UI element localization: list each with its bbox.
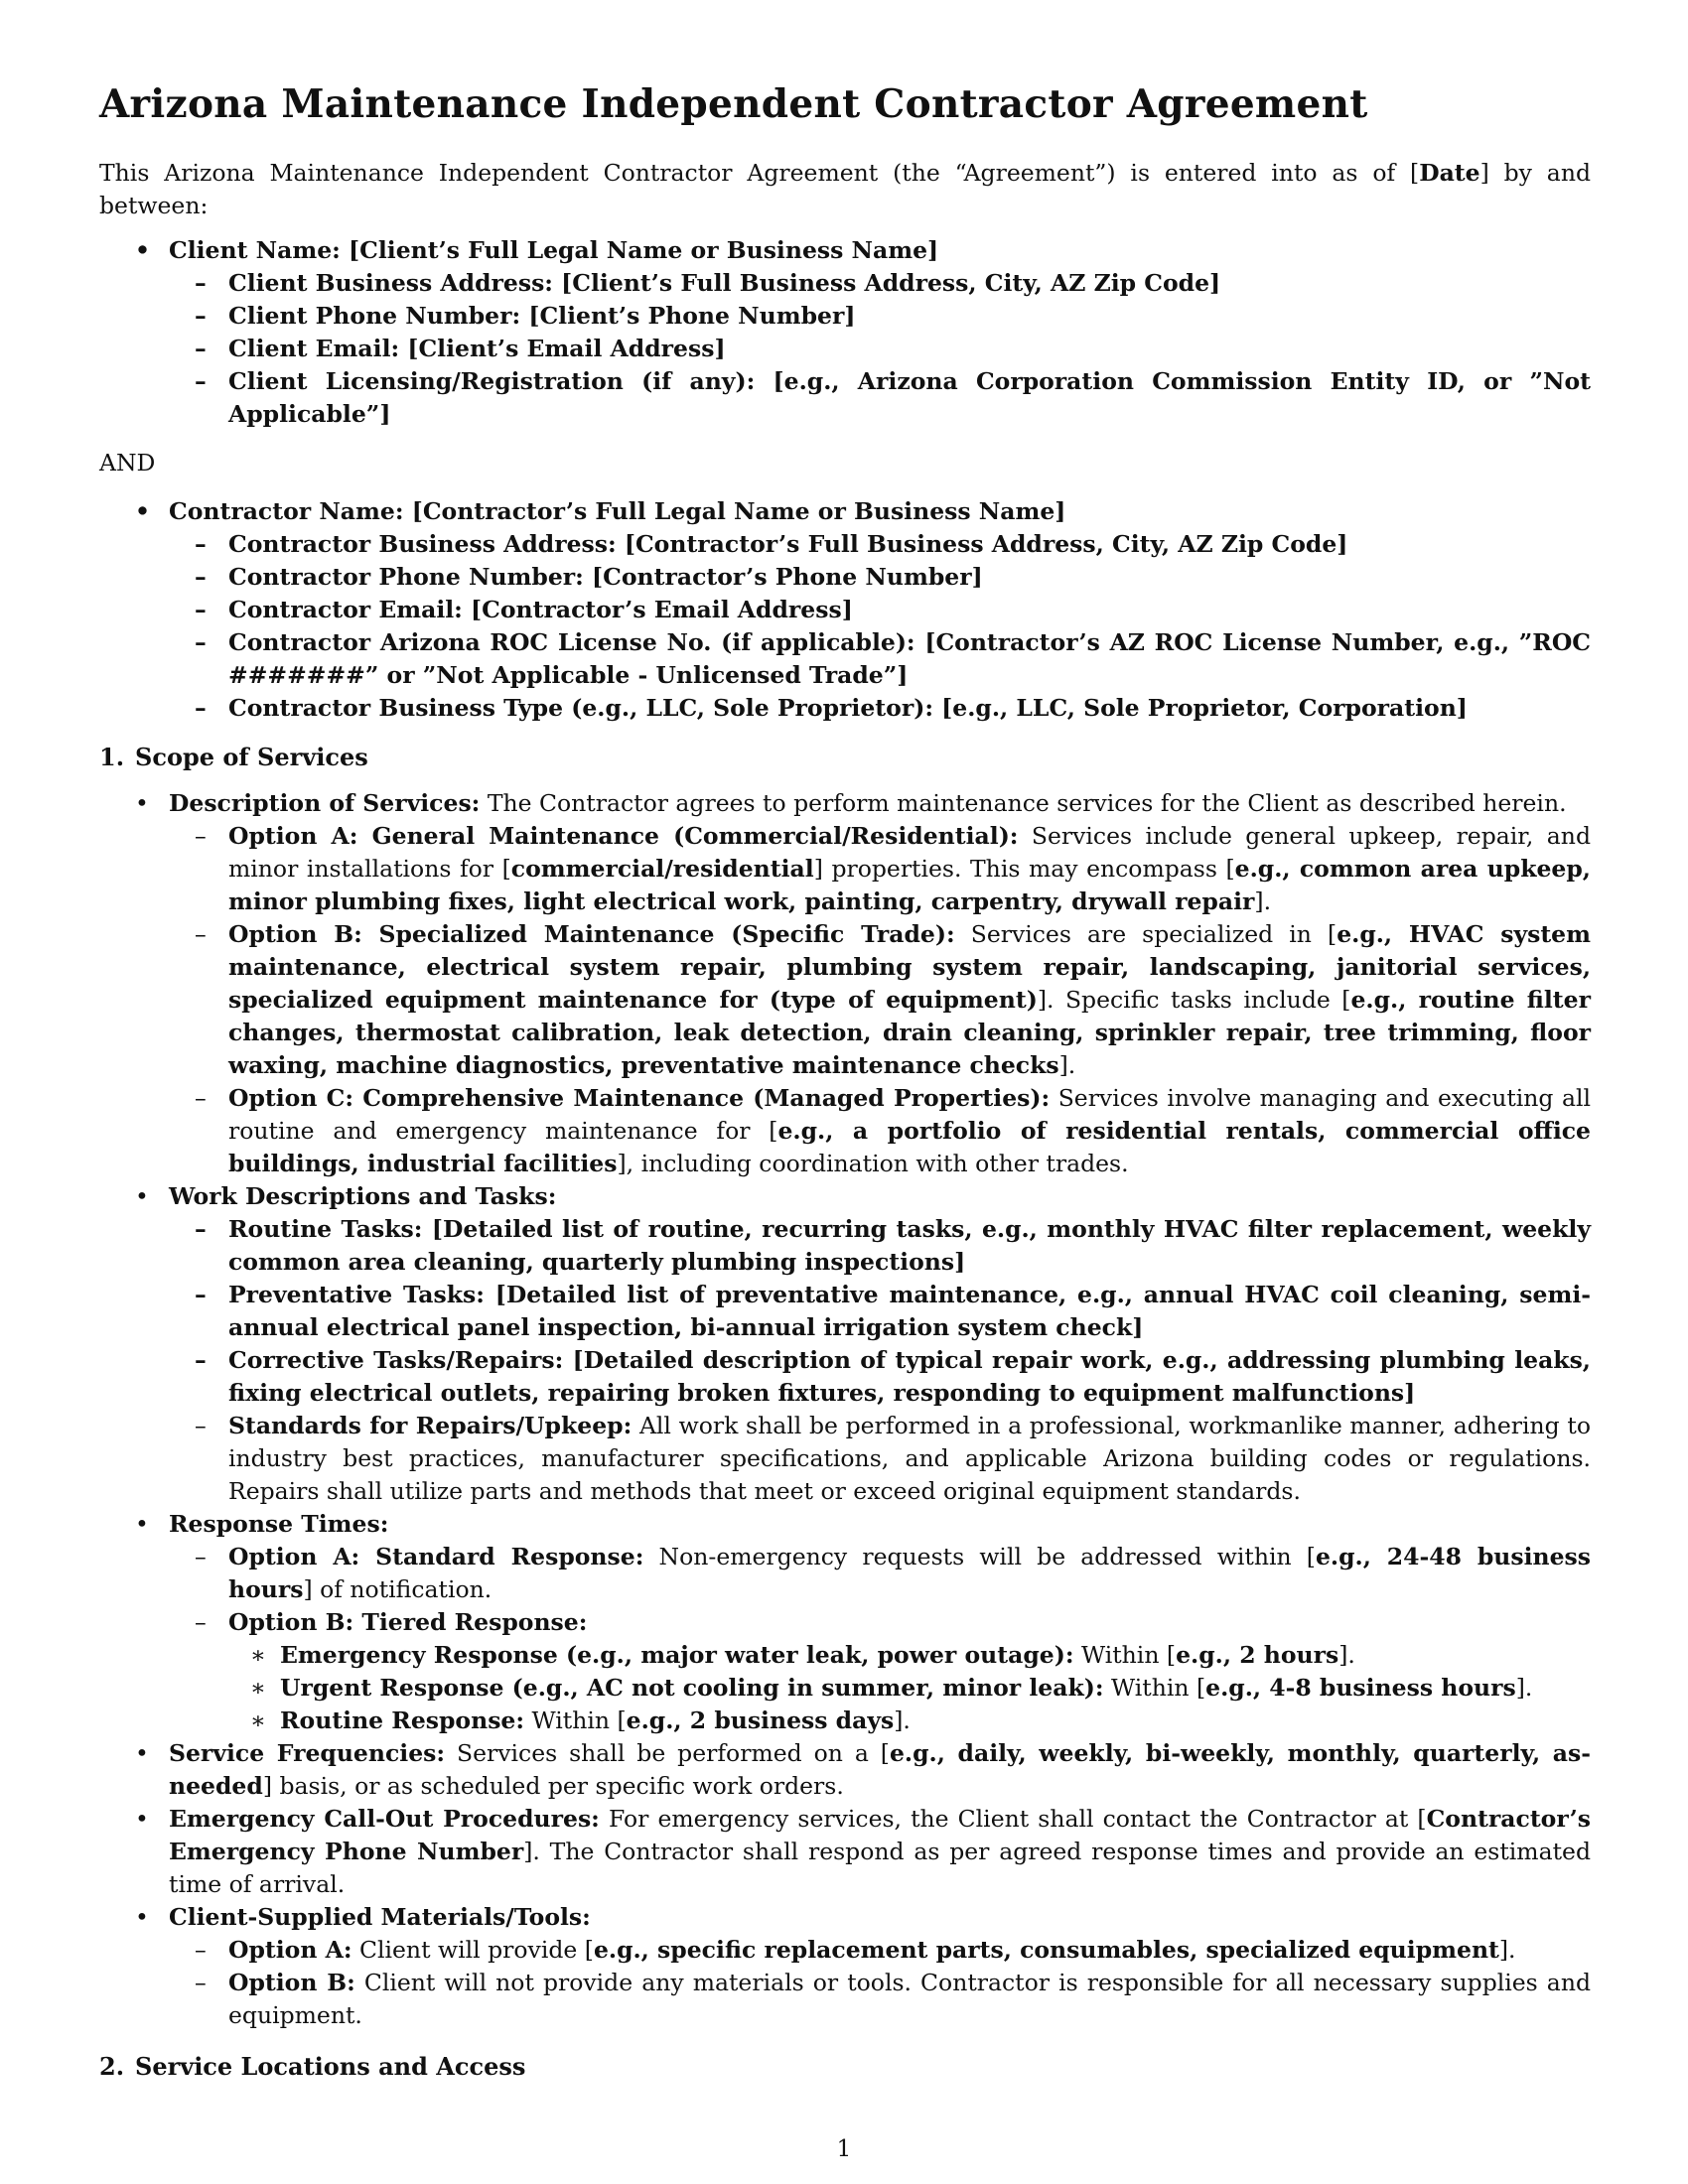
contractor-info-list bbox=[99, 495, 1591, 725]
intro-paragraph: This Arizona Maintenance Independent Contractor Agreement (the “Agreement”) is entered into as of [Date] by and between: bbox=[99, 159, 1591, 219]
client-address-item: – Client Business Address: [Client’s Full Business Address, City, AZ Zip Code] bbox=[169, 267, 1591, 300]
corrective-tasks-item: – Corrective Tasks/Repairs: [Detailed description of typical repair work, e.g., addressing plumbing leaks, fixing electrical outlets, repairing broken fixtures, responding to equipment malfunctions] bbox=[195, 1346, 1591, 1407]
contractor-address-item: – Contractor Business Address: [Contractor’s Full Business Address, City, AZ Zip Code] bbox=[169, 528, 1591, 561]
description-of-services-item: • Description of Services: The Contractor agrees to perform maintenance services for the Client as described herein. – Option A: General Maintenance (Commercial/Residential): Services include general upkeep, repair, and minor installations for [commercial/residential] properties. This may encompass [e.g., common area upkeep, minor plumbing fixes, light electrical work, painting, carpentry, drywall repair]. – Option B: Specialized Maintenance (Specific Trade): Services are specialized in [e.g., HVAC system maintenance, electrical system repair, plumbing system repair, landscaping, janitorial services, specialized equipment maintenance for (type of equipment)]. Specific tasks include [e.g., routine filter changes, thermostat calibration, leak detection, drain cleaning, sprinkler repair, tree trimming, floor waxing, machine diagnostics, preventative maintenance checks]. – Option C: Comprehensive Maintenance (Managed Properties): Services involve managing and executing all routine and emergency maintenance for [e.g., a portfolio of residential rentals, commercial office buildings, industrial facilities], including coordination with other trades. bbox=[99, 787, 1591, 1180]
dash-icon: – bbox=[195, 1936, 207, 1964]
contractor-business-type-item: – Contractor Business Type (e.g., LLC, Sole Proprietor): [e.g., LLC, Sole Proprietor, Corporation] bbox=[169, 692, 1591, 725]
emergency-tier-item: ∗ Emergency Response (e.g., major water leak, power outage): Within [e.g., 2 hours]. bbox=[228, 1639, 1591, 1672]
bullet-icon: • bbox=[135, 236, 151, 264]
preventative-tasks-item: – Preventative Tasks: [Detailed list of preventative maintenance, e.g., annual HVAC coil cleaning, semi-annual electrical panel inspection, bi-annual irrigation system check] bbox=[195, 1281, 1591, 1341]
standards-item: – Standards for Repairs/Upkeep: All work shall be performed in a professional, workmanlike manner, adhering to industry best practices, manufacturer specifications, and applicable Arizona building codes or regulations. Repairs shall utilize parts and methods that meet or exceed original equipment standards. bbox=[195, 1412, 1591, 1505]
dash-icon: – bbox=[195, 1281, 207, 1308]
client-info-list bbox=[99, 234, 1591, 431]
scope-list bbox=[99, 787, 1591, 2032]
dash-icon: – bbox=[195, 1084, 207, 1112]
client-name-item: • Client Name: [Client’s Full Legal Name or Business Name] – Client Business Address: [Client’s Full Business Address, City, AZ Zip Code] – Client Phone Number: [Client’s Phone Number] – Client Email: [Client’s Email Address] – Client Licensing/Registration (if any): [e.g., Arizona Corporation Commission Entity ID, or ”Not Applicable”] bbox=[99, 234, 1591, 431]
emergency-callout-item: • Emergency Call-Out Procedures: For emergency services, the Client shall contact the Contractor at [Contractor’s Emergency Phone Number]. The Contractor shall respond as per agreed response times and provide an estimated time of arrival. bbox=[135, 1805, 1591, 1898]
document-page bbox=[99, 81, 1591, 2097]
option-c-comprehensive-item: – Option C: Comprehensive Maintenance (Managed Properties): Services involve managing and executing all routine and emergency maintenance for [e.g., a portfolio of residential rentals, commercial office buildings, industrial facilities], including coordination with other trades. bbox=[195, 1084, 1592, 1177]
dash-icon: – bbox=[195, 1543, 207, 1570]
asterisk-icon: ∗ bbox=[250, 1706, 266, 1734]
contractor-phone-item: – Contractor Phone Number: [Contractor’s Phone Number] bbox=[169, 561, 1591, 594]
date-placeholder: Date bbox=[1419, 159, 1480, 187]
routine-tier-item: ∗ Routine Response: Within [e.g., 2 business days]. bbox=[228, 1705, 1591, 1737]
bullet-icon: • bbox=[135, 1903, 149, 1931]
bullet-icon: • bbox=[135, 1739, 149, 1767]
materials-option-b-item: – Option B: Client will not provide any materials or tools. Contractor is responsible for all necessary supplies and equipment. bbox=[195, 1969, 1591, 2029]
dash-icon: – bbox=[195, 563, 207, 591]
bullet-icon: • bbox=[135, 789, 149, 817]
bullet-icon: • bbox=[135, 1510, 149, 1538]
tiered-response-item: – Option B: Tiered Response: ∗ Emergency Response (e.g., major water leak, power outage): Within [e.g., 2 hours]. ∗ Urgent Response (e.g., AC not cooling in summer, minor leak): Within [e.g., 4-8 business hours]. ∗ Routine Response: Within [e.g., 2 business days]. bbox=[169, 1606, 1591, 1737]
work-tasks-list bbox=[169, 1213, 1591, 1508]
client-phone-item: – Client Phone Number: [Client’s Phone Number] bbox=[169, 300, 1591, 333]
contractor-roc-license-item: – Contractor Arizona ROC License No. (if applicable): [Contractor’s AZ ROC License Number, e.g., ”ROC #######” or ”Not Applicable - Unlicensed Trade”] bbox=[195, 628, 1591, 689]
dash-icon: – bbox=[195, 822, 207, 850]
dash-icon: – bbox=[195, 596, 207, 623]
client-details-list bbox=[169, 267, 1591, 431]
section-heading-scope: 1. Scope of Services bbox=[99, 743, 368, 771]
asterisk-icon: ∗ bbox=[250, 1674, 266, 1702]
standard-response-item: – Option A: Standard Response: Non-emergency requests will be addressed within [e.g., 24-48 business hours] of notification. bbox=[195, 1543, 1591, 1603]
contractor-email-item: – Contractor Email: [Contractor’s Email Address] bbox=[169, 594, 1591, 626]
dash-icon: – bbox=[195, 1215, 207, 1243]
bullet-icon: • bbox=[135, 497, 151, 525]
response-times-item: • Response Times: – Option A: Standard Response: Non-emergency requests will be addressed within [e.g., 24-48 business hours] of notification. – Option B: Tiered Response: ∗ Emergency Response (e.g., major water leak, power outage): Within [e.g., 2 hours]. ∗ Urgent Response (e.g., AC not cooling in summer, minor leak): Within [e.g., 4-8 business hours]. ∗ Routine Response: Within [e.g., 2 business days]. bbox=[99, 1508, 1591, 1737]
service-options-list bbox=[169, 820, 1591, 1180]
dash-icon: – bbox=[195, 367, 207, 395]
dash-icon: – bbox=[195, 1346, 207, 1374]
contractor-details-list bbox=[169, 528, 1591, 725]
dash-icon: – bbox=[195, 694, 207, 722]
materials-option-a-item: – Option A: Client will provide [e.g., specific replacement parts, consumables, specialized equipment]. bbox=[169, 1934, 1591, 1967]
dash-icon: – bbox=[195, 335, 207, 362]
dash-icon: – bbox=[195, 269, 207, 297]
document-title: Arizona Maintenance Independent Contractor Agreement bbox=[99, 81, 1368, 127]
bullet-icon: • bbox=[135, 1805, 149, 1833]
client-licensing-item: – Client Licensing/Registration (if any): [e.g., Arizona Corporation Commission Entity ID, or ”Not Applicable”] bbox=[195, 367, 1591, 428]
dash-icon: – bbox=[195, 302, 207, 330]
dash-icon: – bbox=[195, 1969, 207, 1996]
urgent-tier-item: ∗ Urgent Response (e.g., AC not cooling in summer, minor leak): Within [e.g., 4-8 business hours]. bbox=[228, 1672, 1591, 1705]
option-a-general-item: – Option A: General Maintenance (Commercial/Residential): Services include general upkeep, repair, and minor installations for [commercial/residential] properties. This may encompass [e.g., common area upkeep, minor plumbing fixes, light electrical work, painting, carpentry, drywall repair]. bbox=[195, 822, 1591, 915]
work-descriptions-item: • Work Descriptions and Tasks: – Routine Tasks: [Detailed list of routine, recurring tasks, e.g., monthly HVAC filter replacement, weekly common area cleaning, quarterly plumbing inspections] – Preventative Tasks: [Detailed list of preventative maintenance, e.g., annual HVAC coil cleaning, semi-annual electrical panel inspection, bi-annual irrigation system check] – Corrective Tasks/Repairs: [Detailed description of typical repair work, e.g., addressing plumbing leaks, fixing electrical outlets, repairing broken fixtures, responding to equipment malfunctions] – Standards for Repairs/Upkeep: All work shall be performed in a professional, workmanlike manner, adhering to industry best practices, manufacturer specifications, and applicable Arizona building codes or regulations. Repairs shall utilize parts and methods that meet or exceed original equipment standards. bbox=[99, 1180, 1591, 1508]
service-frequencies-item: • Service Frequencies: Services shall be performed on a [e.g., daily, weekly, bi-weekly, monthly, quarterly, as-needed] basis, or as scheduled per specific work orders. bbox=[135, 1739, 1591, 1800]
client-supplied-materials-item: • Client-Supplied Materials/Tools: – Option A: Client will provide [e.g., specific replacement parts, consumables, specialized equipment]. – Option B: Client will not provide any materials or tools. Contractor is responsible for all necessary supplies and equipment. bbox=[99, 1901, 1591, 2032]
contractor-name-item: • Contractor Name: [Contractor’s Full Legal Name or Business Name] – Contractor Business Address: [Contractor’s Full Business Address, City, AZ Zip Code] – Contractor Phone Number: [Contractor’s Phone Number] – Contractor Email: [Contractor’s Email Address] – Contractor Arizona ROC License No. (if applicable): [Contractor’s AZ ROC License Number, e.g., ”ROC #######” or ”Not Applicable - Unlicensed Trade”] – Contractor Business Type (e.g., LLC, Sole Proprietor): [e.g., LLC, Sole Proprietor, Corporation] bbox=[99, 495, 1591, 725]
option-b-specialized-item: – Option B: Specialized Maintenance (Specific Trade): Services are specialized in [e.g., HVAC system maintenance, electrical system repair, plumbing system repair, landscaping, janitorial services, specialized equipment maintenance for (type of equipment)]. Specific tasks include [e.g., routine filter changes, thermostat calibration, leak detection, drain cleaning, sprinkler repair, tree trimming, floor waxing, machine diagnostics, preventative maintenance checks]. bbox=[195, 920, 1592, 1079]
dash-icon: – bbox=[195, 530, 207, 558]
asterisk-icon: ∗ bbox=[250, 1641, 266, 1669]
materials-options-list bbox=[169, 1934, 1591, 2032]
section-heading-service-locations: 2. Service Locations and Access bbox=[99, 2052, 526, 2081]
dash-icon: – bbox=[195, 628, 207, 656]
page-number: 1 bbox=[836, 2136, 852, 2162]
dash-icon: – bbox=[195, 1412, 207, 1439]
client-email-item: – Client Email: [Client’s Email Address] bbox=[169, 333, 1591, 365]
dash-icon: – bbox=[195, 920, 207, 948]
bullet-icon: • bbox=[135, 1182, 149, 1210]
tiered-response-list bbox=[228, 1639, 1591, 1737]
dash-icon: – bbox=[195, 1608, 207, 1636]
routine-tasks-item: – Routine Tasks: [Detailed list of routine, recurring tasks, e.g., monthly HVAC filter replacement, weekly common area cleaning, quarterly plumbing inspections] bbox=[195, 1215, 1591, 1276]
and-separator: AND bbox=[99, 449, 156, 477]
response-options-list bbox=[169, 1541, 1591, 1737]
